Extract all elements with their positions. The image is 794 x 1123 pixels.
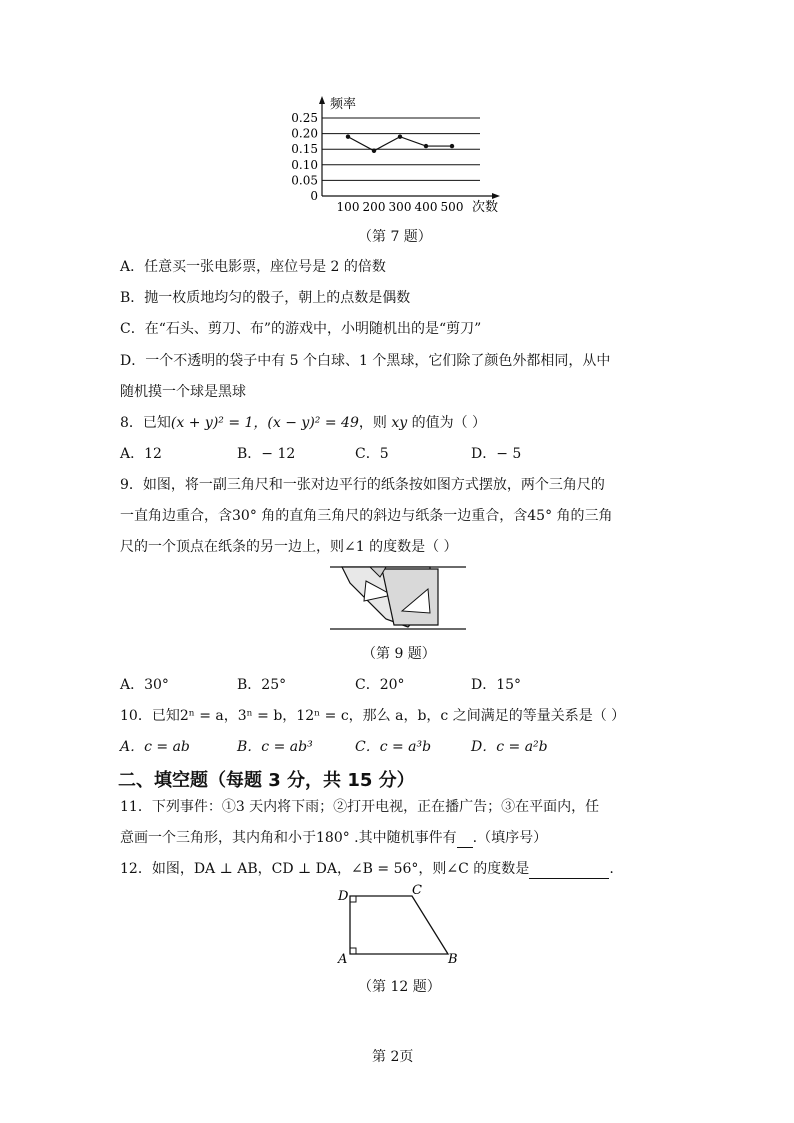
q8-option-a: A．12 <box>120 446 162 462</box>
q10-option-b: B．c = ab³ <box>237 739 313 755</box>
q7-caption: （第 7 题） <box>358 229 432 245</box>
q12-answer-blank[interactable] <box>529 860 609 879</box>
right-angle-mark-a <box>350 948 356 954</box>
q12-stem-text: 12．如图，DA ⊥ AB，CD ⊥ DA，∠B = 56°，则∠C 的度数是 <box>120 861 530 877</box>
q7-option-c: C．在“石头、剪刀、布”的游戏中，小明随机出的是“剪刀” <box>120 321 482 337</box>
q12-figure <box>330 882 470 972</box>
q8-stem <box>120 414 486 432</box>
q8-stem-num: 8．已知 <box>120 415 171 431</box>
q7-frequency-chart <box>280 90 510 222</box>
q8-option-c: C．5 <box>355 446 389 462</box>
data-point <box>398 135 402 139</box>
data-point <box>372 149 376 153</box>
q11-line2 <box>120 829 547 848</box>
vertex-label-b: B <box>448 952 458 967</box>
x-tick-label: 300 <box>388 200 412 214</box>
vertex-label-a: A <box>338 952 348 967</box>
q11-line1: 11．下列事件：①3 天内将下雨；②打开电视，正在播广告；③在平面内，任 <box>120 799 600 815</box>
trapezoid-abcd <box>350 896 448 954</box>
q9-stem-line3: 尺的一个顶点在纸条的另一边上，则∠1 的度数是（ ） <box>120 539 458 555</box>
q10-option-a: A．c = ab <box>120 739 190 755</box>
q10-option-c: C．c = a³b <box>355 739 432 755</box>
y-tick-label: 0.05 <box>291 173 318 188</box>
y-tick-label: 0 <box>310 189 318 203</box>
q10-stem: 10．已知2ⁿ = a，3ⁿ = b，12ⁿ = c，那么 a，b，c 之间满足的等量关系是（ ） <box>120 708 626 724</box>
q8-stem-mid: ，则 <box>358 415 392 431</box>
x-axis-arrow <box>492 193 500 199</box>
chart-x-title: 次数 <box>472 200 499 215</box>
q12-stem-end: . <box>609 861 614 877</box>
data-point <box>424 144 428 148</box>
y-tick-label: 0.10 <box>291 157 318 172</box>
chart-series <box>346 135 454 153</box>
q12-stem <box>120 860 614 879</box>
q9-option-b: B．25° <box>237 677 287 693</box>
chart-ticks <box>291 111 463 214</box>
section-heading: 二、填空题（每题 3 分，共 15 分） <box>118 770 415 791</box>
q7-option-b: B．抛一枚质地均匀的骰子，朝上的点数是偶数 <box>120 290 411 306</box>
y-tick-label: 0.15 <box>291 142 318 157</box>
q8-option-d: D．− 5 <box>471 446 522 462</box>
x-tick-label: 400 <box>414 200 438 214</box>
chart-y-title: 频率 <box>330 97 357 112</box>
q7-option-d-line2: 随机摸一个球是黑球 <box>120 384 246 400</box>
q7-option-d-line1: D．一个不透明的袋子中有 5 个白球、1 个黑球，它们除了颜色外都相同，从中 <box>120 353 611 369</box>
q9-caption: （第 9 题） <box>362 646 436 662</box>
vertex-label-c: C <box>412 883 422 898</box>
q8-option-b: B．− 12 <box>237 446 296 462</box>
q8-stem-var: xy <box>391 415 408 431</box>
chart-grid <box>322 118 480 180</box>
x-tick-label: 200 <box>362 200 386 214</box>
q10-option-d: D．c = a²b <box>471 739 548 755</box>
q11-line2-end: .（填序号） <box>472 830 548 846</box>
y-tick-label: 0.25 <box>291 111 318 125</box>
q9-option-d: D．15° <box>471 677 522 693</box>
q11-answer-blank[interactable] <box>457 829 473 848</box>
data-point <box>450 144 454 148</box>
y-tick-label: 0.20 <box>291 126 318 141</box>
q9-figure <box>330 563 466 633</box>
q9-stem-line1: 9．如图，将一副三角尺和一张对边平行的纸条按如图方式摆放，两个三角尺的 <box>120 477 605 493</box>
page-number: 第 2页 <box>372 1049 414 1065</box>
q9-option-a: A．30° <box>120 677 169 693</box>
q9-stem-line2: 一直角边重合，含30° 角的直角三角尺的斜边与纸条一边重合，含45° 角的三角 <box>120 508 613 524</box>
x-tick-label: 100 <box>336 200 360 214</box>
q9-option-c: C．20° <box>355 677 405 693</box>
x-tick-label: 500 <box>440 200 464 214</box>
q12-caption: （第 12 题） <box>358 979 441 995</box>
q11-line2-text: 意画一个三角形，其内角和小于180° .其中随机事件有 <box>120 830 457 846</box>
vertex-label-d: D <box>338 889 349 904</box>
y-axis-arrow <box>319 96 325 104</box>
q8-stem-equations: (x + y)² = 1，(x − y)² = 49 <box>170 415 359 431</box>
q8-stem-end: 的值为（ ） <box>407 415 487 431</box>
right-angle-mark-d <box>350 896 356 902</box>
data-point <box>346 135 350 139</box>
q7-option-a: A．任意买一张电影票，座位号是 2 的倍数 <box>120 259 386 275</box>
